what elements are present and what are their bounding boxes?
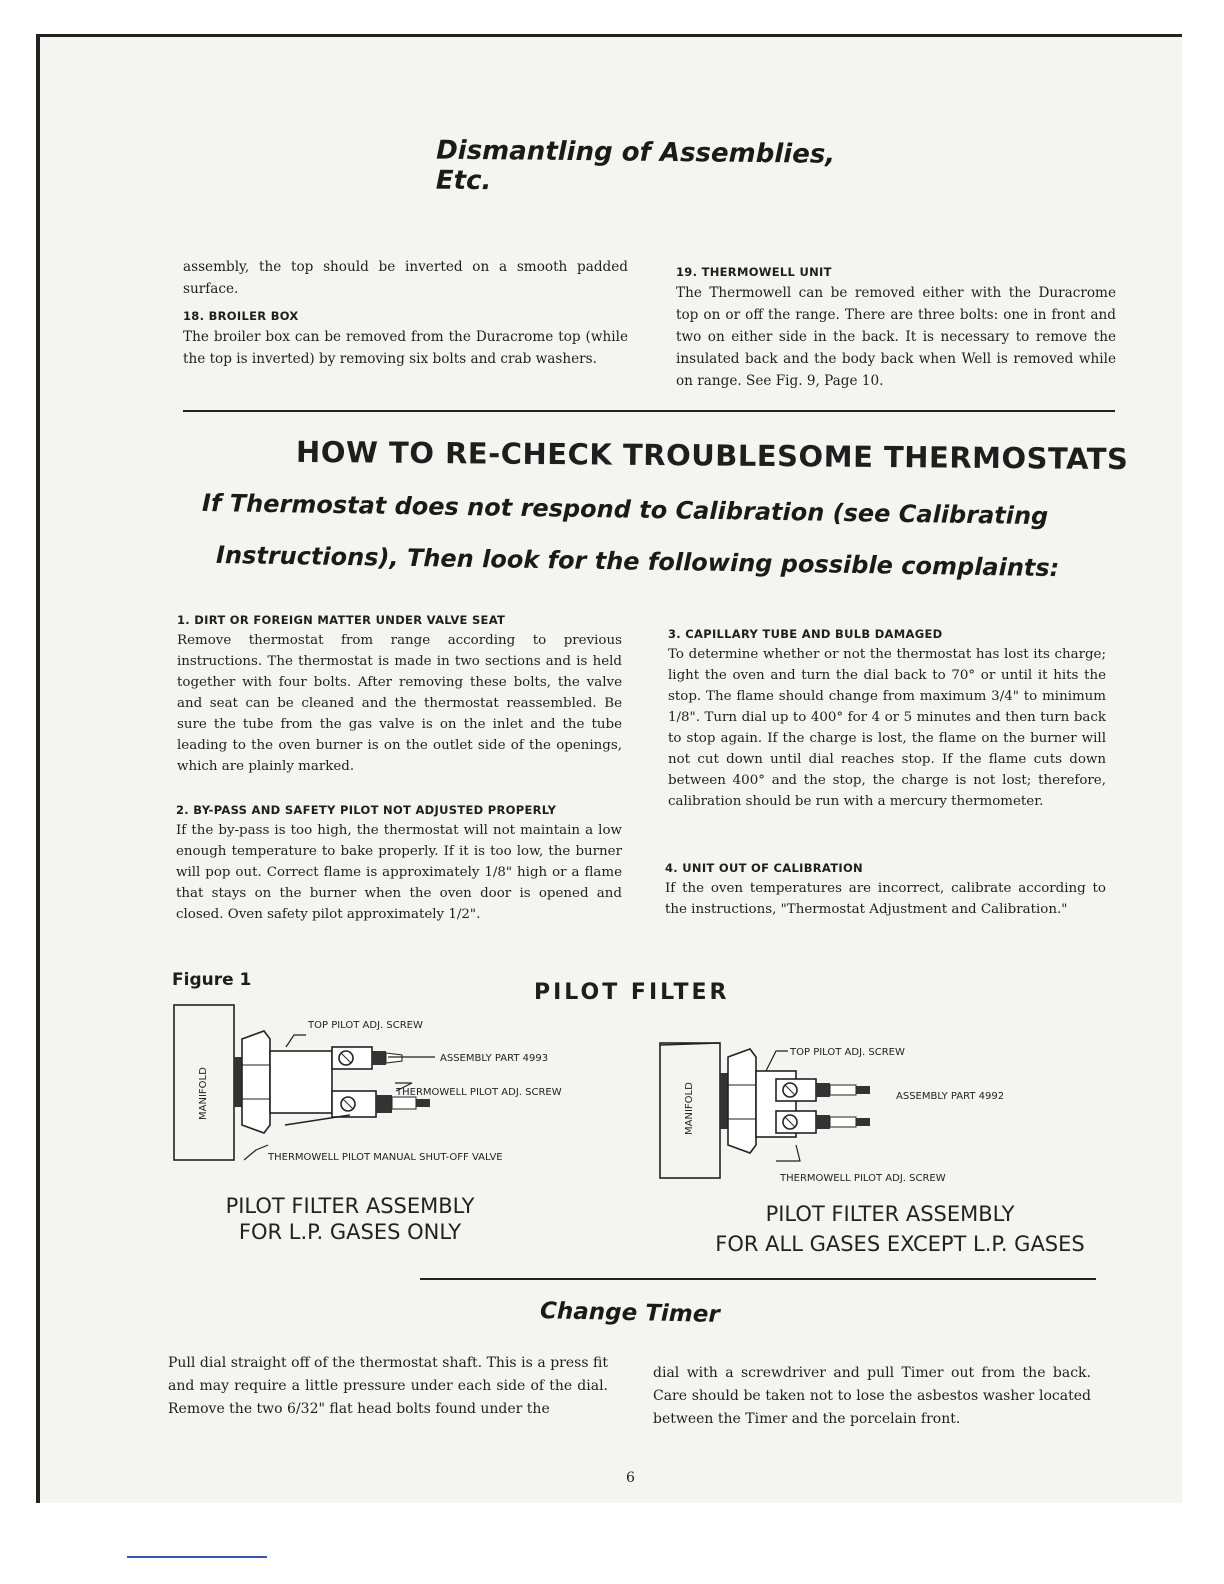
figure-label: Figure 1 [172,970,252,990]
right-top-screw-label: TOP PILOT ADJ. SCREW [790,1047,905,1058]
thermowell-section [676,262,1116,392]
complaint-2-heading: 2. BY-PASS AND SAFETY PILOT NOT ADJUSTED PROPERLY [176,803,557,817]
change-timer-title: Change Timer [539,1298,720,1328]
thermowell-text: The Thermowell can be removed either with the Duracrome top on or off the range. There are three bolts: one in front and two on either side in the back. It is necessary to remove the insulated back and the body back when Well is removed while on range. See Fig. 9, Page 10. [676,285,1116,389]
left-manifold-label: MANIFOLD [198,1067,209,1120]
complaint-item-3 [668,624,1106,812]
complaint-item-4 [665,858,1106,920]
right-caption-line2: FOR ALL GASES EXCEPT L.P. GASES [715,1232,1085,1256]
complaint-item-2 [176,800,622,925]
left-top-fitting [372,1051,386,1065]
left-assembly-drawing [174,1005,562,1244]
right-assembly-part-label: ASSEMBLY PART 4992 [896,1091,1005,1102]
divider-bottom [420,1278,1096,1280]
divider-top [183,410,1115,412]
complaint-3-text: To determine whether or not the thermostat has lost its charge; light the oven and turn the dial back to 70° or until it hits the stop. The flame should change from maximum 3/4" to minimum 1/8". Turn dial up to 400° for 4 or 5 minutes and then turn back to stop again. If the charge is lost, the flame on the burner will not cut down until dial reaches stop. If the flame cuts down between 400° and the stop, the charge is not lost; therefore, calibration should be run with a mercury thermometer. [668,647,1106,809]
complaint-4-text: If the oven temperatures are incorrect, calibrate according to the instructions, "Thermostat Adjustment and Calibration." [665,881,1106,917]
recheck-subtitle-line1: If Thermostat does not respond to Calibration (see Calibrating [201,488,1049,531]
left-caption-line2: FOR L.P. GASES ONLY [238,1220,462,1244]
right-assembly-drawing [660,1043,1085,1256]
complaint-1-text: Remove thermostat from range according to previous instructions. The thermostat is made in two sections and is held together with four bolts. After removing these bolts, the valve and seat can be cleaned and the thermostat reassembled. Be sure the tube from the gas valve is on the inlet and the tube leading to the oven burner is on the outlet side of the openings, which are plainly marked. [177,633,622,774]
page-number: 6 [626,1470,635,1486]
left-caption-line1: PILOT FILTER ASSEMBLY [225,1194,475,1218]
complaint-4-heading: 4. UNIT OUT OF CALIBRATION [665,861,863,875]
timer-text-left: Pull dial straight off of the thermostat shaft. This is a press fit and may require a little pressure under each side of the dial. Remove the two 6/32" flat head bolts found under the [168,1355,608,1417]
link-underline[interactable] [127,1556,267,1558]
complaint-1-heading: 1. DIRT OR FOREIGN MATTER UNDER VALVE SEAT [177,613,506,627]
recheck-title: HOW TO RE-CHECK TROUBLESOME THERMOSTATS [295,434,1129,477]
figure-title: PILOT FILTER [534,980,730,1005]
right-manifold-label: MANIFOLD [684,1082,695,1135]
pilot-filter-diagram [160,995,1120,1265]
complaint-3-heading: 3. CAPILLARY TUBE AND BULB DAMAGED [668,627,943,641]
left-body [270,1051,332,1113]
left-bushing [234,1057,242,1107]
timer-text-right: dial with a screwdriver and pull Timer out from the back. Care should be taken not to lose the asbestos washer located between the Timer and the porcelain front. [653,1365,1091,1427]
thermowell-heading: 19. THERMOWELL UNIT [676,265,832,279]
broiler-box-text: The broiler box can be removed from the Duracrome top (while the top is inverted) by removing six bolts and crab washers. [183,329,628,367]
left-top-screw-label: TOP PILOT ADJ. SCREW [308,1020,423,1031]
left-assembly-part-label: ASSEMBLY PART 4993 [440,1053,549,1064]
broiler-box-section [183,306,628,370]
right-hex-nut [728,1049,756,1153]
left-hex-nut [242,1031,270,1133]
complaint-item-1 [177,610,622,777]
right-caption-line1: PILOT FILTER ASSEMBLY [765,1202,1015,1226]
complaint-2-text: If the by-pass is too high, the thermostat will not maintain a low enough temperature to bake properly. If it is too low, the burner will pop out. Correct flame is approximately 1/8" high or a flame that stays on the burner when the oven door is opened and closed. Oven safety pilot approximately 1/2". [176,823,622,922]
page-title: Dismantling of Assemblies, Etc. [435,135,836,197]
dismantling-intro: assembly, the top should be inverted on a smooth padded surface. [183,259,628,297]
left-thermowell-screw-label: THERMOWELL PILOT ADJ. SCREW [396,1087,562,1098]
right-thermowell-screw-label: THERMOWELL PILOT ADJ. SCREW [780,1173,946,1184]
left-shutoff-label: THERMOWELL PILOT MANUAL SHUT-OFF VALVE [268,1152,503,1163]
broiler-box-heading: 18. BROILER BOX [183,309,299,323]
recheck-subtitle-line2: Instructions), Then look for the following possible complaints: [215,540,1060,583]
